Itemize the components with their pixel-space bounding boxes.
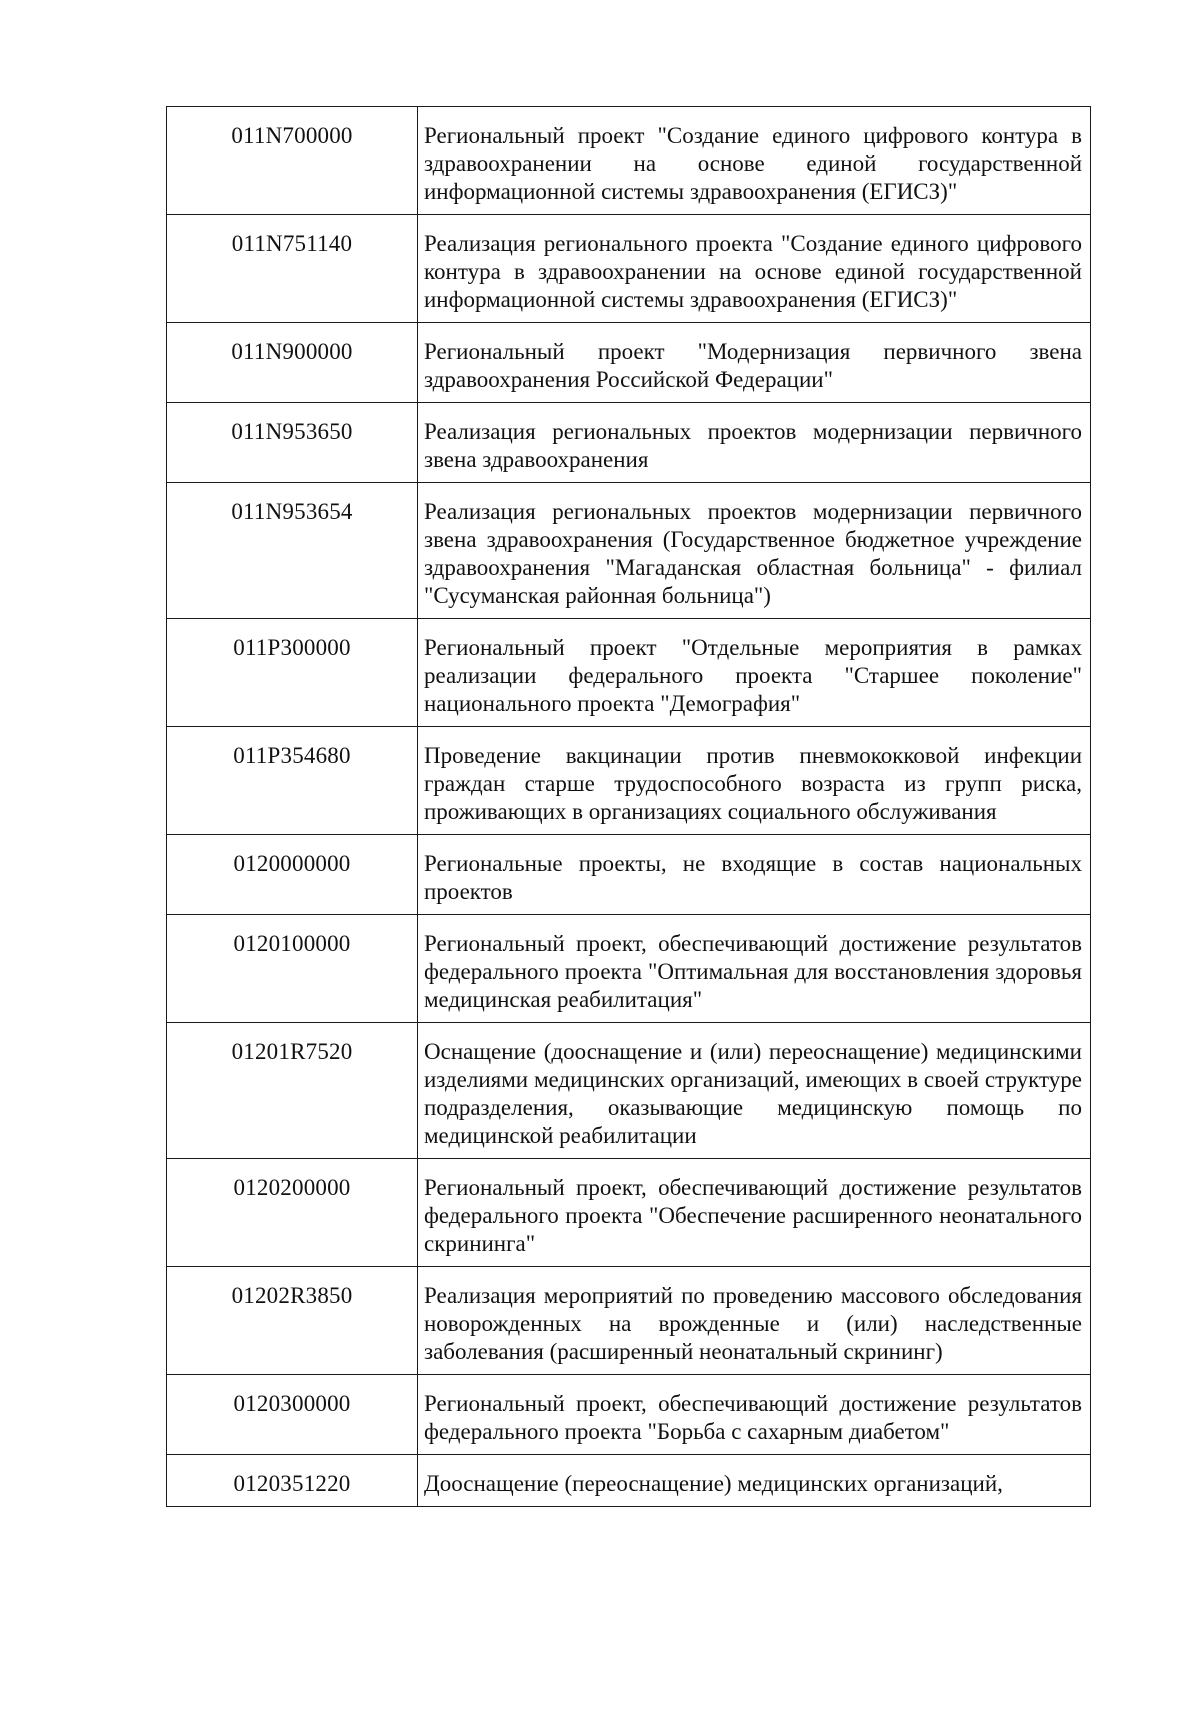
row-description: Оснащение (дооснащение и (или) переоснащение) медицинскими изделиями медицинских организаций, имеющих в своей структуре подразделения, оказывающие медицинскую помощь по медицинской реабилитации — [418, 1023, 1091, 1159]
row-description: Реализация мероприятий по проведению массового обследования новорожденных на врожденные и (или) наследственные заболевания (расширенный неонатальный скрининг) — [418, 1267, 1091, 1375]
table-row — [167, 215, 1091, 323]
row-code: 0120000000 — [167, 835, 418, 915]
table-row — [167, 403, 1091, 483]
table-row — [167, 1267, 1091, 1375]
row-description: Региональный проект, обеспечивающий достижение результатов федерального проекта "Борьба с сахарным диабетом" — [418, 1375, 1091, 1455]
row-description: Проведение вакцинации против пневмококковой инфекции граждан старше трудоспособного возраста из групп риска, проживающих в организациях социального обслуживания — [418, 727, 1091, 835]
budget-code-table — [166, 106, 1091, 1507]
table-row — [167, 323, 1091, 403]
row-code: 011P354680 — [167, 727, 418, 835]
table-row — [167, 727, 1091, 835]
row-code: 0120351220 — [167, 1455, 418, 1507]
row-code: 011N700000 — [167, 107, 418, 215]
row-code: 0120200000 — [167, 1159, 418, 1267]
row-description: Региональный проект, обеспечивающий достижение результатов федерального проекта "Оптимальная для восстановления здоровья медицинская реабилитация" — [418, 915, 1091, 1023]
row-code: 01201R7520 — [167, 1023, 418, 1159]
table-row — [167, 483, 1091, 619]
row-description: Реализация региональных проектов модернизации первичного звена здравоохранения (Государственное бюджетное учреждение здравоохранения "Магаданская областная больница" - филиал "Сусуманская районная больница") — [418, 483, 1091, 619]
row-code: 01202R3850 — [167, 1267, 418, 1375]
row-code: 011N953650 — [167, 403, 418, 483]
row-description: Региональный проект, обеспечивающий достижение результатов федерального проекта "Обеспечение расширенного неонатального скрининга" — [418, 1159, 1091, 1267]
table-row — [167, 1375, 1091, 1455]
row-description: Реализация региональных проектов модернизации первичного звена здравоохранения — [418, 403, 1091, 483]
row-code: 011P300000 — [167, 619, 418, 727]
table-row — [167, 1159, 1091, 1267]
row-description: Региональный проект "Создание единого цифрового контура в здравоохранении на основе единой государственной информационной системы здравоохранения (ЕГИСЗ)" — [418, 107, 1091, 215]
table-row — [167, 915, 1091, 1023]
row-code: 0120300000 — [167, 1375, 418, 1455]
table-row — [167, 1455, 1091, 1507]
table-row — [167, 835, 1091, 915]
row-code: 011N900000 — [167, 323, 418, 403]
row-code: 011N953654 — [167, 483, 418, 619]
row-description: Реализация регионального проекта "Создание единого цифрового контура в здравоохранении на основе единой государственной информационной системы здравоохранения (ЕГИСЗ)" — [418, 215, 1091, 323]
row-description: Региональный проект "Отдельные мероприятия в рамках реализации федерального проекта "Старшее поколение" национального проекта "Демография" — [418, 619, 1091, 727]
row-description: Региональный проект "Модернизация первичного звена здравоохранения Российской Федерации" — [418, 323, 1091, 403]
row-code: 0120100000 — [167, 915, 418, 1023]
table-row — [167, 1023, 1091, 1159]
row-description: Региональные проекты, не входящие в состав национальных проектов — [418, 835, 1091, 915]
row-description: Дооснащение (переоснащение) медицинских организаций, — [418, 1455, 1091, 1507]
table-row — [167, 107, 1091, 215]
row-code: 011N751140 — [167, 215, 418, 323]
table-row — [167, 619, 1091, 727]
